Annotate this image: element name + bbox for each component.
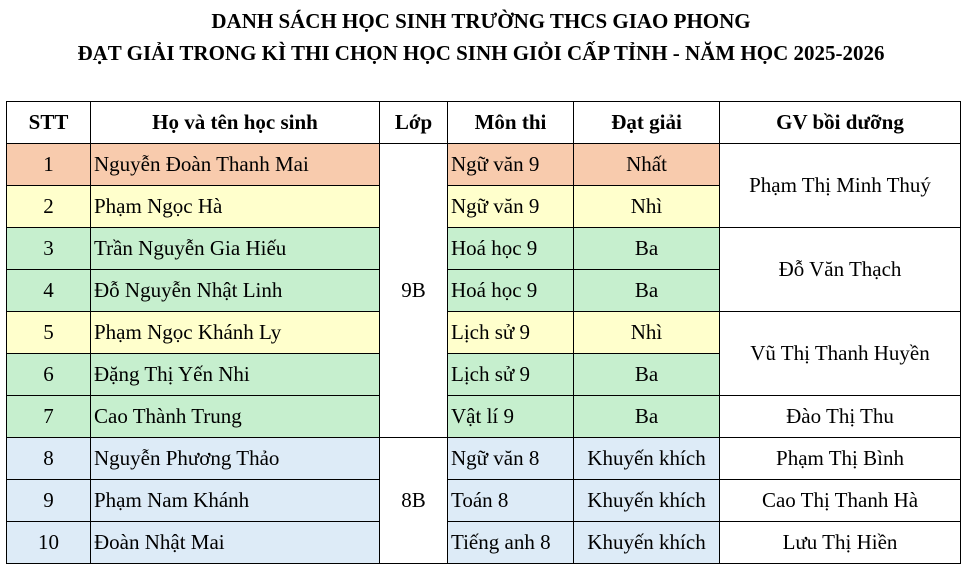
header-stt: STT xyxy=(7,102,91,144)
document-title-line1: DANH SÁCH HỌC SINH TRƯỜNG THCS GIAO PHONG xyxy=(211,9,751,33)
header-prize: Đạt giải xyxy=(574,102,720,144)
cell-stt: 1 xyxy=(7,144,91,186)
cell-class-8b: 8B xyxy=(380,438,448,564)
cell-stt: 7 xyxy=(7,396,91,438)
cell-class-9b: 9B xyxy=(380,144,448,438)
cell-student-name: Phạm Ngọc Hà xyxy=(91,186,380,228)
cell-prize: Khuyến khích xyxy=(574,438,720,480)
cell-subject: Vật lí 9 xyxy=(448,396,574,438)
table-row xyxy=(7,396,961,438)
cell-prize: Ba xyxy=(574,270,720,312)
table-row xyxy=(7,480,961,522)
table-row xyxy=(7,438,961,480)
cell-prize: Ba xyxy=(574,396,720,438)
cell-student-name: Cao Thành Trung xyxy=(91,396,380,438)
cell-stt: 9 xyxy=(7,480,91,522)
cell-stt: 10 xyxy=(7,522,91,564)
cell-prize: Ba xyxy=(574,354,720,396)
cell-student-name: Đặng Thị Yến Nhi xyxy=(91,354,380,396)
table-row xyxy=(7,522,961,564)
cell-prize: Nhì xyxy=(574,186,720,228)
header-subject: Môn thi xyxy=(448,102,574,144)
table-header-row xyxy=(7,102,961,144)
cell-student-name: Trần Nguyễn Gia Hiếu xyxy=(91,228,380,270)
cell-stt: 5 xyxy=(7,312,91,354)
cell-teacher: Đào Thị Thu xyxy=(720,396,961,438)
cell-subject: Toán 8 xyxy=(448,480,574,522)
cell-teacher: Phạm Thị Minh Thuý xyxy=(720,144,961,228)
cell-teacher: Phạm Thị Bình xyxy=(720,438,961,480)
header-student-name: Họ và tên học sinh xyxy=(91,102,380,144)
table-row xyxy=(7,228,961,270)
header-teacher: GV bồi dưỡng xyxy=(720,102,961,144)
cell-prize: Ba xyxy=(574,228,720,270)
cell-student-name: Đỗ Nguyễn Nhật Linh xyxy=(91,270,380,312)
cell-subject: Lịch sử 9 xyxy=(448,354,574,396)
cell-prize: Nhì xyxy=(574,312,720,354)
cell-prize: Khuyến khích xyxy=(574,480,720,522)
cell-stt: 3 xyxy=(7,228,91,270)
cell-subject: Ngữ văn 9 xyxy=(448,144,574,186)
cell-subject: Hoá học 9 xyxy=(448,228,574,270)
cell-student-name: Nguyễn Đoàn Thanh Mai xyxy=(91,144,380,186)
cell-stt: 8 xyxy=(7,438,91,480)
cell-prize: Nhất xyxy=(574,144,720,186)
cell-subject: Hoá học 9 xyxy=(448,270,574,312)
cell-student-name: Đoàn Nhật Mai xyxy=(91,522,380,564)
cell-stt: 6 xyxy=(7,354,91,396)
cell-student-name: Phạm Ngọc Khánh Ly xyxy=(91,312,380,354)
cell-stt: 4 xyxy=(7,270,91,312)
cell-teacher: Đỗ Văn Thạch xyxy=(720,228,961,312)
cell-subject: Ngữ văn 9 xyxy=(448,186,574,228)
cell-stt: 2 xyxy=(7,186,91,228)
cell-student-name: Phạm Nam Khánh xyxy=(91,480,380,522)
cell-subject: Ngữ văn 8 xyxy=(448,438,574,480)
cell-subject: Tiếng anh 8 xyxy=(448,522,574,564)
table-row xyxy=(7,144,961,186)
award-table xyxy=(6,101,961,564)
cell-subject: Lịch sử 9 xyxy=(448,312,574,354)
cell-prize: Khuyến khích xyxy=(574,522,720,564)
cell-teacher: Vũ Thị Thanh Huyền xyxy=(720,312,961,396)
header-class: Lớp xyxy=(380,102,448,144)
document-title-line2: ĐẠT GIẢI TRONG KÌ THI CHỌN HỌC SINH GIỎI CẤP TỈNH - NĂM HỌC 2025-2026 xyxy=(77,41,885,65)
cell-teacher: Cao Thị Thanh Hà xyxy=(720,480,961,522)
table-row xyxy=(7,312,961,354)
cell-student-name: Nguyễn Phương Thảo xyxy=(91,438,380,480)
cell-teacher: Lưu Thị Hiền xyxy=(720,522,961,564)
